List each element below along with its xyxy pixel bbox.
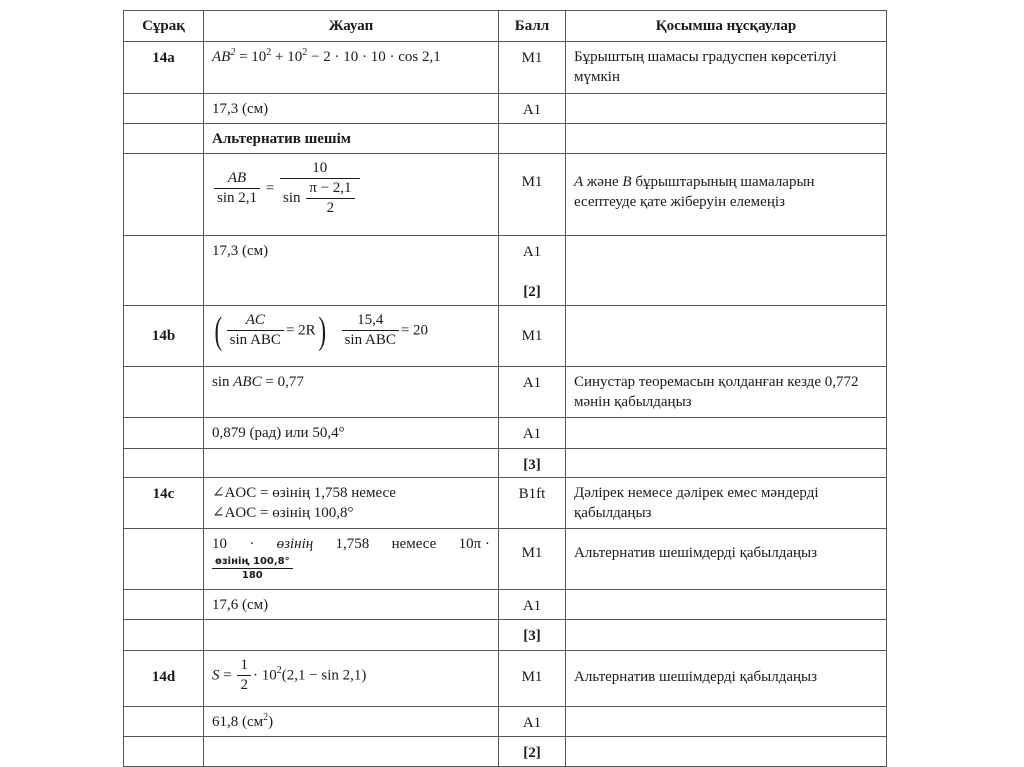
formula-part: · 10 [252,667,277,684]
table-row [124,449,887,478]
fraction-denominator [227,331,284,350]
question-cell [124,590,204,620]
justified-line [212,534,490,554]
header-mark: Балл [499,11,566,42]
note-cell: Синустар теоремасын қолданған кезде 0,772 мәнін қабылдаңыз [566,367,887,418]
formula-part: + 10 [271,49,303,65]
formula-exp: 2 [266,47,272,58]
fraction-denominator: 180 [241,570,263,581]
formula-part: = [219,667,236,684]
question-cell [124,620,204,651]
word: өзінің [276,536,314,552]
note-var: B [622,174,632,190]
table-row [124,94,887,124]
question-cell: 14a [124,42,204,94]
question-cell: 14b [124,306,204,367]
mark-cell: M1 [499,306,566,367]
question-cell [124,236,204,306]
formula-exp: 2 [276,664,282,676]
answer-cell: 17,6 (см) [204,590,499,620]
fraction-denominator [280,179,360,218]
fraction-denominator: sin ABC [344,332,396,348]
mark-total: [2] [499,737,566,767]
mark-total: [3] [499,449,566,478]
fraction-numerator: AC [227,311,284,331]
mark-cell [499,236,566,306]
formula-part: − 2 · 10 · 10 · cos 2,1 [307,49,441,65]
mark-cell: B1ft [499,478,566,529]
mark-cell: M1 [499,651,566,707]
answer-cell [204,306,499,367]
answer-cell: 17,3 (см) [204,236,499,306]
fraction-denominator: sin 2,1 [217,190,258,206]
question-cell [124,529,204,590]
header-answer: Жауап [204,11,499,42]
word: 10 [212,536,227,552]
answer-line: ∠AOC = өзінің 1,758 немесе [212,485,396,501]
fraction [237,656,251,695]
answer-cell: Альтернатив шешім [204,124,499,154]
note-text: және [583,174,623,190]
answer-cell [204,478,499,529]
fraction-numerator: AB [214,169,260,189]
formula-exp: 2 [302,47,308,58]
mark-value: A1 [522,244,542,260]
question-cell: 14c [124,478,204,529]
fraction-denominator: 2 [240,677,248,693]
fraction [212,555,293,583]
word: 10π · [458,536,490,552]
answer-cell [204,449,499,478]
mark-cell: M1 [499,529,566,590]
fraction [214,169,260,208]
note-cell [566,449,887,478]
table-row [124,620,887,651]
word: немесе [391,536,437,552]
formula-part: (2,1 − sin 2,1) [281,667,367,684]
note-cell [566,236,887,306]
table-row [124,707,887,737]
answer-cell: 17,3 (см) [204,94,499,124]
note-cell: Бұрыштың шамасы градуспен көрсетілуі мүмкін [566,42,887,94]
note-cell [566,590,887,620]
note-var: A [574,174,584,190]
inner-fraction [306,179,354,218]
note-cell: Альтернатив шешімдерді қабылдаңыз [566,651,887,707]
answer-cell [204,529,499,590]
table-row [124,306,887,367]
den-text: sin ABC [229,332,281,348]
mark-cell: A1 [499,367,566,418]
question-cell [124,707,204,737]
mark-scheme-table [123,10,887,767]
answer-cell [204,737,499,767]
table-row [124,236,887,306]
table-row [124,42,887,94]
fraction-numerator: 15,4 [342,311,399,331]
header-row [124,11,887,42]
answer-cell [204,154,499,236]
sin-label: sin [282,190,301,206]
note-cell [566,154,887,236]
table-row [124,478,887,529]
fraction [342,311,399,350]
note-cell: Альтернатив шешімдерді қабылдаңыз [566,529,887,590]
mark-cell: A1 [499,707,566,737]
answer-cell [204,367,499,418]
note-cell [566,620,887,651]
note-cell [566,124,887,154]
formula-part: = 10 [235,49,267,65]
note-cell [566,306,887,367]
mark-total: [2] [523,284,541,300]
question-cell [124,418,204,449]
word: · [249,536,255,552]
answer-cell [204,651,499,707]
paren-close: ) [318,309,326,352]
formula-part: AB [212,49,231,65]
question-cell [124,449,204,478]
mark-cell: A1 [499,590,566,620]
note-cell: Дәлірек немесе дәлірек емес мәндерді қабылдаңыз [566,478,887,529]
header-notes: Қосымша нұсқаулар [566,11,887,42]
question-cell [124,124,204,154]
mark-cell [499,124,566,154]
word: 1,758 [335,536,370,552]
table-row [124,590,887,620]
mark-cell: A1 [499,94,566,124]
answer-part: ABC [233,374,262,390]
table-row [124,154,887,236]
answer-part: sin [212,374,234,390]
answer-part: ) [268,714,274,730]
question-cell [124,94,204,124]
equation-rhs: = 20 [400,322,429,339]
fraction-numerator: 1 [237,656,251,676]
fraction-numerator: өзінің 100,8° [212,555,293,569]
equation-rhs: = 2R [285,322,316,339]
table-row [124,651,887,707]
answer-exp: 2 [263,712,269,723]
fraction [227,311,284,350]
note-cell [566,707,887,737]
fraction [280,159,360,218]
question-cell [124,367,204,418]
table-row [124,418,887,449]
answer-cell: 0,879 (рад) или 50,4° [204,418,499,449]
answer-cell [204,42,499,94]
question-cell: 14d [124,651,204,707]
note-cell [566,737,887,767]
formula-part: S [212,667,220,684]
note-cell [566,418,887,449]
table-row [124,124,887,154]
mark-cell: A1 [499,418,566,449]
answer-cell [204,620,499,651]
answer-part: 61,8 (см [212,714,264,730]
answer-cell [204,707,499,737]
table-row [124,529,887,590]
answer-line: ∠AOC = өзінің 100,8° [212,505,354,521]
formula-exp: 2 [230,47,236,58]
question-cell [124,154,204,236]
fraction-numerator: 10 [280,159,360,179]
mark-total: [3] [499,620,566,651]
answer-part: = 0,77 [261,374,304,390]
note-text: бұрыштарының шамаларын есептеуде қате жіберуін елемеңіз [574,174,815,210]
mark-cell: M1 [499,154,566,236]
header-question: Сұрақ [124,11,204,42]
equals-sign: = [265,180,275,197]
table-row [124,737,887,767]
fraction-numerator: π − 2,1 [306,179,354,199]
fraction-denominator: 2 [326,200,335,216]
table-row [124,367,887,418]
question-cell [124,737,204,767]
note-cell [566,94,887,124]
mark-cell: M1 [499,42,566,94]
paren-open: ( [214,309,223,352]
